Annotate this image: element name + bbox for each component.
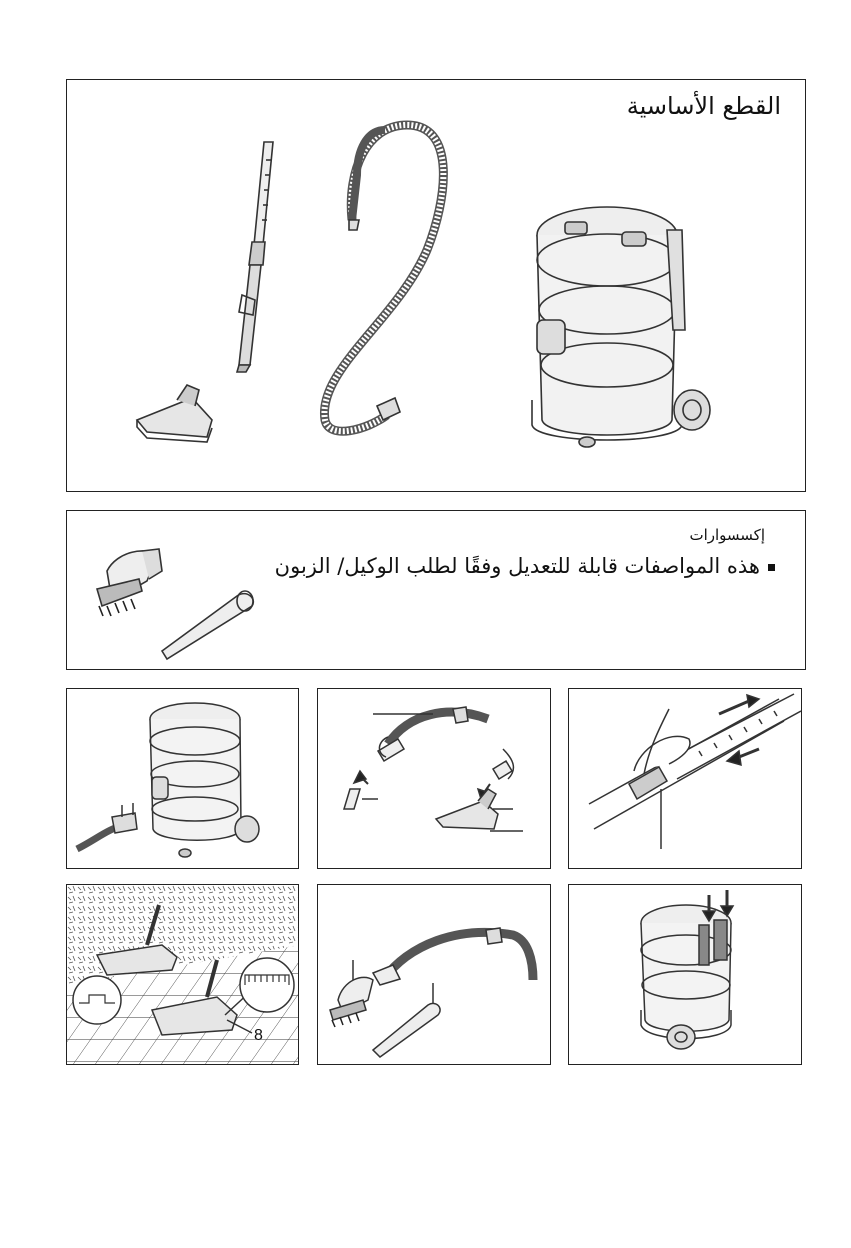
accessories-title: إكسسوارات <box>689 526 765 544</box>
floor-nozzle-drawing <box>137 385 212 442</box>
bullet-icon <box>768 564 775 571</box>
accessories-section <box>66 510 806 670</box>
accessories-note-text: هذه المواصفات قابلة للتعديل وفقًا لطلب الوكيل/ الزبون <box>274 554 760 578</box>
figure-hose-connect <box>66 688 299 869</box>
basic-parts-illustration <box>67 80 805 491</box>
basic-parts-section <box>66 79 806 492</box>
accessories-note <box>275 554 775 578</box>
accessories-illustration <box>67 511 327 669</box>
figure-tube-assembly <box>317 688 551 869</box>
figure-accessory-attach <box>317 884 551 1065</box>
crevice-tool-drawing <box>162 591 253 659</box>
telescopic-tube-drawing <box>237 142 273 372</box>
figure-tube-adjust <box>568 688 802 869</box>
dust-brush-drawing <box>97 549 162 616</box>
floor-switch-label: 8 <box>254 1027 263 1044</box>
vacuum-body-drawing <box>532 207 710 447</box>
figure-floor-switch <box>66 884 299 1065</box>
hose-drawing <box>324 125 443 431</box>
figure-body-storage <box>568 884 802 1065</box>
basic-parts-title: القطع الأساسية <box>626 92 781 120</box>
